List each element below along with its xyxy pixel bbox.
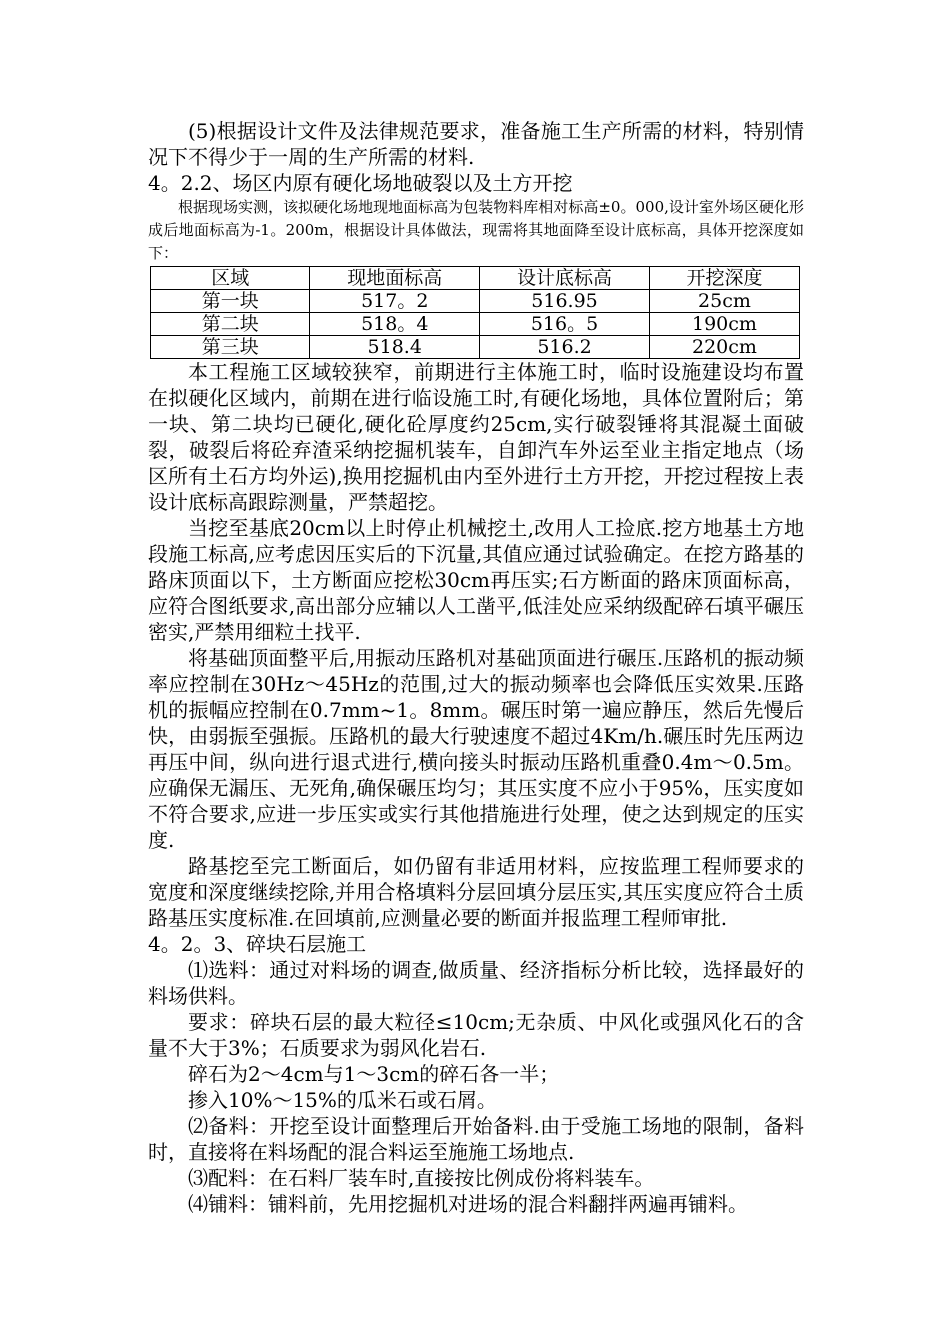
paragraph-requirements: 要求：碎块石层的最大粒径≤10cm;无杂质、中风化或强风化石的含量不大于3%；石质要求为弱风化岩石. (148, 1010, 804, 1060)
paragraph-stockpiling: ⑵备料：开挖至设计面整理后开始备料.由于受施工场地的限制，备料时，直接将在料场配的混合料运至施施工场地点. (148, 1114, 804, 1164)
table-cell: 516。5 (480, 313, 650, 336)
document-page (148, 118, 804, 1217)
section-heading-4-2-2: 4。2.2、场区内原有硬化场地破裂以及土方开挖 (148, 171, 573, 195)
table-cell: 517。2 (310, 290, 480, 313)
table-cell: 190cm (649, 313, 799, 336)
paragraph-mix-ratio: 掺入10%～15%的瓜米石或石屑。 (188, 1088, 497, 1112)
excavation-depth-table (150, 266, 800, 359)
section-heading-4-2-3: 4。2。3、碎块石层施工 (148, 932, 367, 956)
table-header-cell: 现地面标高 (310, 267, 480, 290)
table-cell: 第三块 (151, 336, 310, 359)
paragraph-base-excavation: 当挖至基底20cm以上时停止机械挖土,改用人工捡底.挖方地基土方地段施工标高,应考虑因压实后的下沉量,其值应通过试验确定。在挖方路基的路床顶面以下，土方断面应挖松30cm再压实;石方断面的路床顶面标高，应符合图纸要求,高出部分应辅以人工凿平,低洼处应采纳级配碎石填平碾压密实,严禁用细粒土找平. (148, 516, 804, 644)
table-header-cell: 开挖深度 (649, 267, 799, 290)
table-header-cell: 区域 (151, 267, 310, 290)
table-cell: 220cm (649, 336, 799, 359)
table-cell: 518.4 (310, 336, 480, 359)
table-cell: 516.2 (480, 336, 650, 359)
table-row (151, 313, 800, 336)
paragraph-material-selection: ⑴选料：通过对料场的调查,做质量、经济指标分析比较，选择最好的料场供料。 (148, 958, 804, 1008)
paragraph-materials: (5)根据设计文件及法律规范要求，准备施工生产所需的材料，特别情况下不得少于一周的生产所需的材料. (148, 119, 804, 169)
paragraph-gravel-size: 碎石为2～4cm与1～3cm的碎石各一半； (188, 1062, 560, 1086)
table-cell: 第一块 (151, 290, 310, 313)
paragraph-backfill: 路基挖至完工断面后，如仍留有非适用材料，应按监理工程师要求的宽度和深度继续挖除,并用合格填料分层回填分层压实,其压实度应符合土质路基压实度标准.在回填前,应测量必要的断面并报监理工程师审批. (148, 854, 804, 930)
paragraph-site-description: 本工程施工区域较狭窄，前期进行主体施工时，临时设施建设均布置在拟硬化区域内，前期在进行临设施工时,有硬化场地，具体位置附后；第一块、第二块均已硬化,硬化砼厚度约25cm,实行破裂锤将其混凝土面破裂，破裂后将砼弃渣采纳挖掘机装车，自卸汽车外运至业主指定地点（场区所有土石方均外运),换用挖掘机由内至外进行土方开挖，开挖过程按上表设计底标高跟踪测量，严禁超挖。 (148, 360, 804, 514)
table-header-cell: 设计底标高 (480, 267, 650, 290)
table-cell: 第二块 (151, 313, 310, 336)
paragraph-survey: 根据现场实测，该拟硬化场地现地面标高为包装物料库相对标高±0。000,设计室外场区硬化形成后地面标高为-1。200m，根据设计具体做法，现需将其地面降至设计底标高，具体开挖深度如下： (148, 198, 804, 262)
table-row (151, 336, 800, 359)
paragraph-compaction: 将基础顶面整平后,用振动压路机对基础顶面进行碾压.压路机的振动频率应控制在30Hz～45Hz的范围,过大的振动频率也会降低压实效果.压路机的振幅应控制在0.7mm~1。8mm。碾压时第一遍应静压，然后先慢后快，由弱振至强振。压路机的最大行驶速度不超过4Km/h.碾压时先压两边再压中间，纵向进行退式进行,横向接头时振动压路机重叠0.4m～0.5m。应确保无漏压、无死角,确保碾压均匀；其压实度不应小于95%，压实度如不符合要求,应进一步压实或实行其他措施进行处理，使之达到规定的压实度. (148, 646, 804, 852)
paragraph-spreading: ⑷铺料：铺料前，先用挖掘机对进场的混合料翻拌两遍再铺料。 (188, 1192, 748, 1216)
table-row (151, 290, 800, 313)
table-header-row (151, 267, 800, 290)
table-cell: 516.95 (480, 290, 650, 313)
paragraph-batching: ⑶配料：在石料厂装车时,直接按比例成份将料装车。 (188, 1166, 655, 1190)
table-cell: 25cm (649, 290, 799, 313)
table-cell: 518。4 (310, 313, 480, 336)
